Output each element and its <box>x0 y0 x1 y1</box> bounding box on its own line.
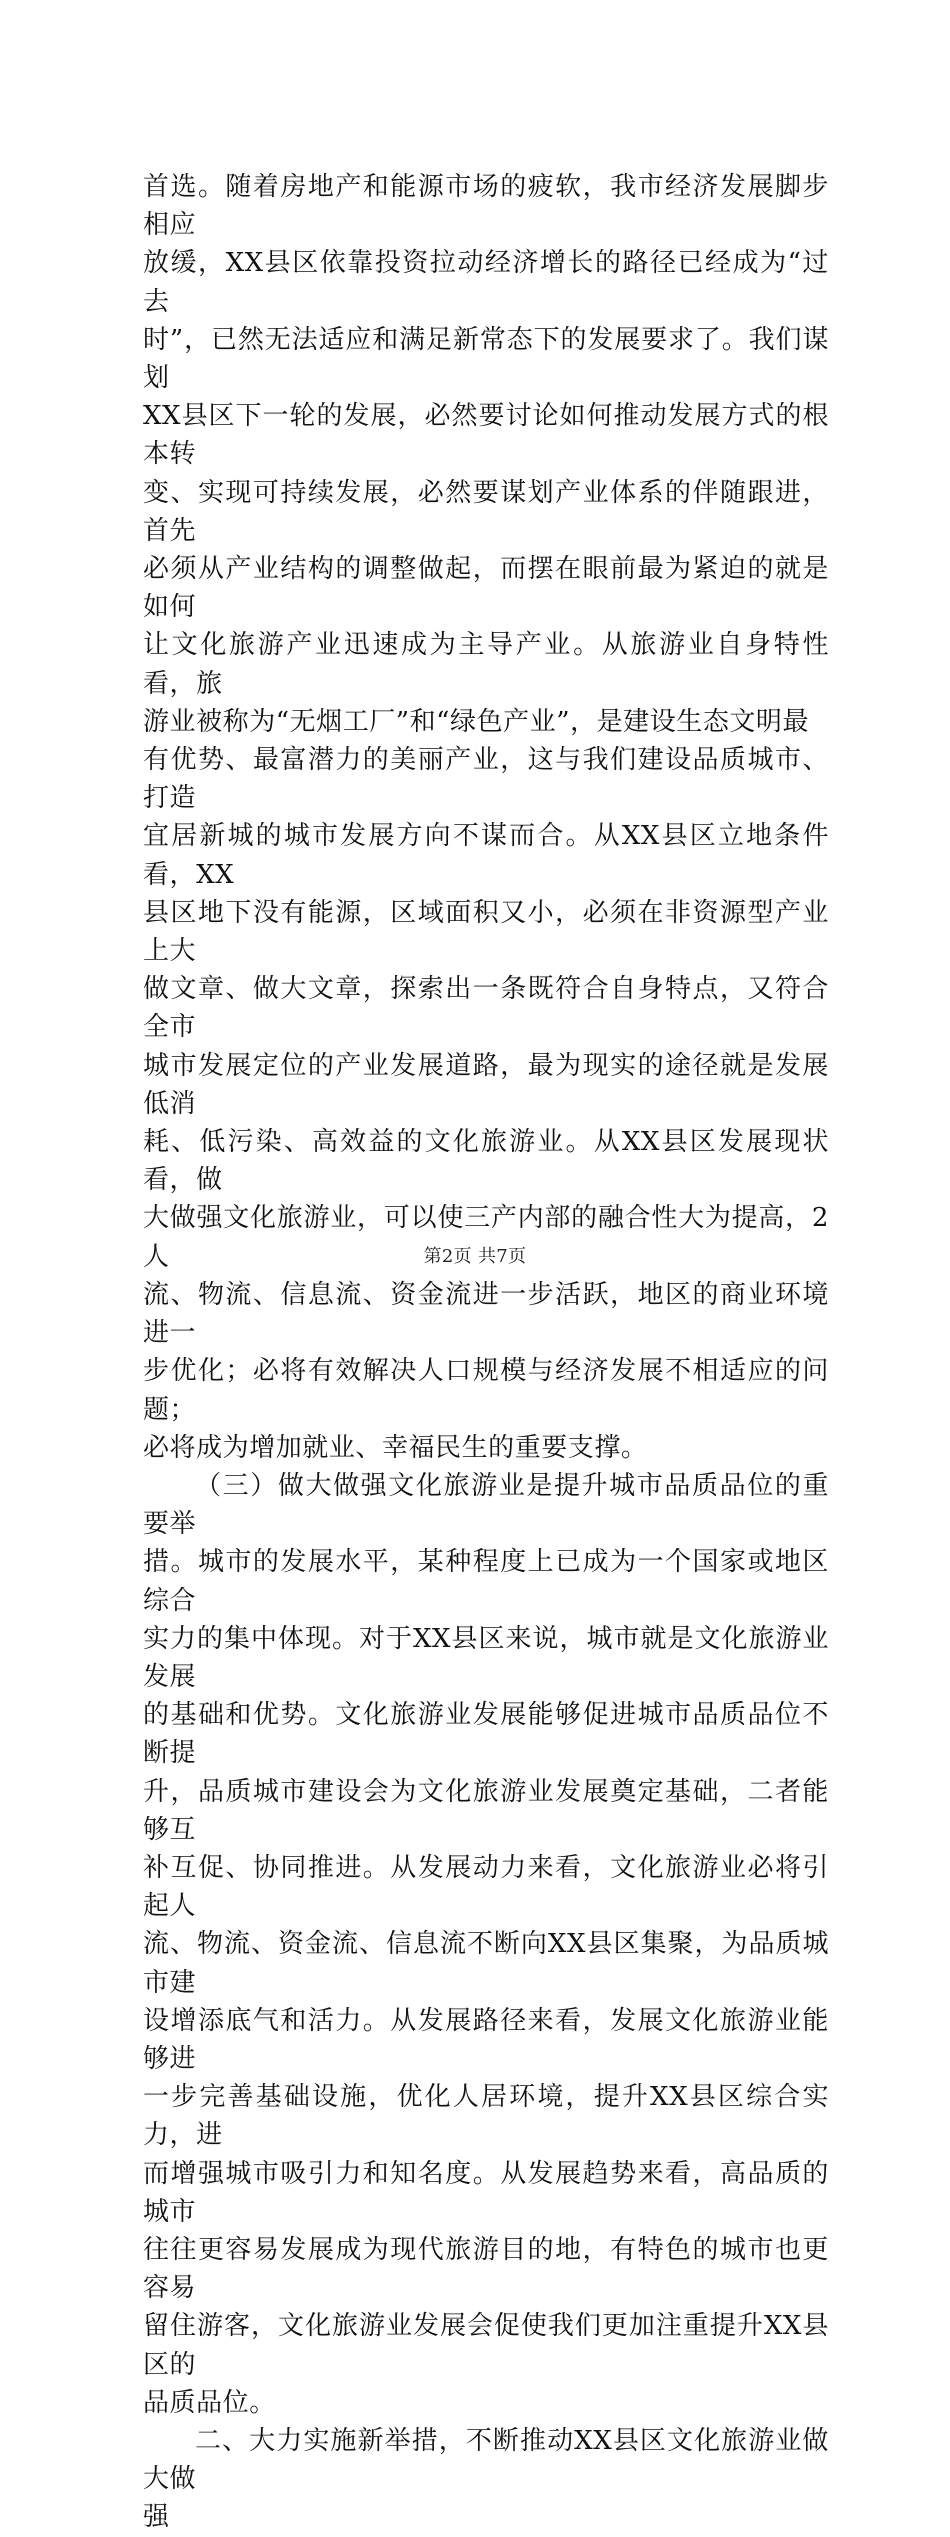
paragraph-continuation: 首选。随着房地产和能源市场的疲软，我市经济发展脚步相应 放缓，XX县区依靠投资拉动经济增长的路径已经成为“过去 时”，已然无法适应和满足新常态下的发展要求了。我们谋划 XX县区下一轮的发展，必然要讨论如何推动发展方式的根本转 变、实现可持续发展，必然要谋划产业体系的伴随跟进，首先 必须从产业结构的调整做起，而摆在眼前最为紧迫的就是如何 让文化旅游产业迅速成为主导产业。从旅游业自身特性看，旅 游业被称为“无烟工厂”和“绿色产业”，是建设生态文明最 有优势、最富潜力的美丽产业，这与我们建设品质城市、打造 宜居新城的城市发展方向不谋而合。从XX县区立地条件看，XX 县区地下没有能源，区域面积又小，必须在非资源型产业上大 做文章、做大文章，探索出一条既符合自身特点，又符合全市 城市发展定位的产业发展道路，最为现实的途径就是发展低消 耗、低污染、高效益的文化旅游业。从XX县区发展现状看，做 大做强文化旅游业，可以使三产内部的融合性大为提高，2人 流、物流、信息流、资金流进一步活跃，地区的商业环境进一 步优化；必将有效解决人口规模与经济发展不相适应的问题； 必将成为增加就业、幸福民生的重要支撑。 <box>143 172 829 1463</box>
document-body <box>143 168 829 2537</box>
page-number: 第2页 共7页 <box>423 1246 527 1267</box>
paragraph-section-three: （三）做大做强文化旅游业是提升城市品质品位的重要举 措。城市的发展水平，某种程度上已成为一个国家或地区综合 实力的集中体现。对于XX县区来说，城市就是文化旅游业发展 的基础和优势。文化旅游业发展能够促进城市品质品位不断提 升，品质城市建设会为文化旅游业发展奠定基础，二者能够互 补互促、协同推进。从发展动力来看，文化旅游业必将引起人 流、物流、资金流、信息流不断向XX县区集聚，为品质城市建 设增添底气和活力。从发展路径来看，发展文化旅游业能够进 一步完善基础设施，优化人居环境，提升XX县区综合实力，进 而增强城市吸引力和知名度。从发展趋势来看，高品质的城市 往往更容易发展成为现代旅游目的地，有特色的城市也更容易 留住游客，文化旅游业发展会促使我们更加注重提升XX县区的 品质品位。 <box>143 1470 829 2418</box>
page-footer <box>0 1242 950 1268</box>
section-heading-two: 二、大力实施新举措，不断推动XX县区文化旅游业做大做 强 <box>143 2425 829 2533</box>
